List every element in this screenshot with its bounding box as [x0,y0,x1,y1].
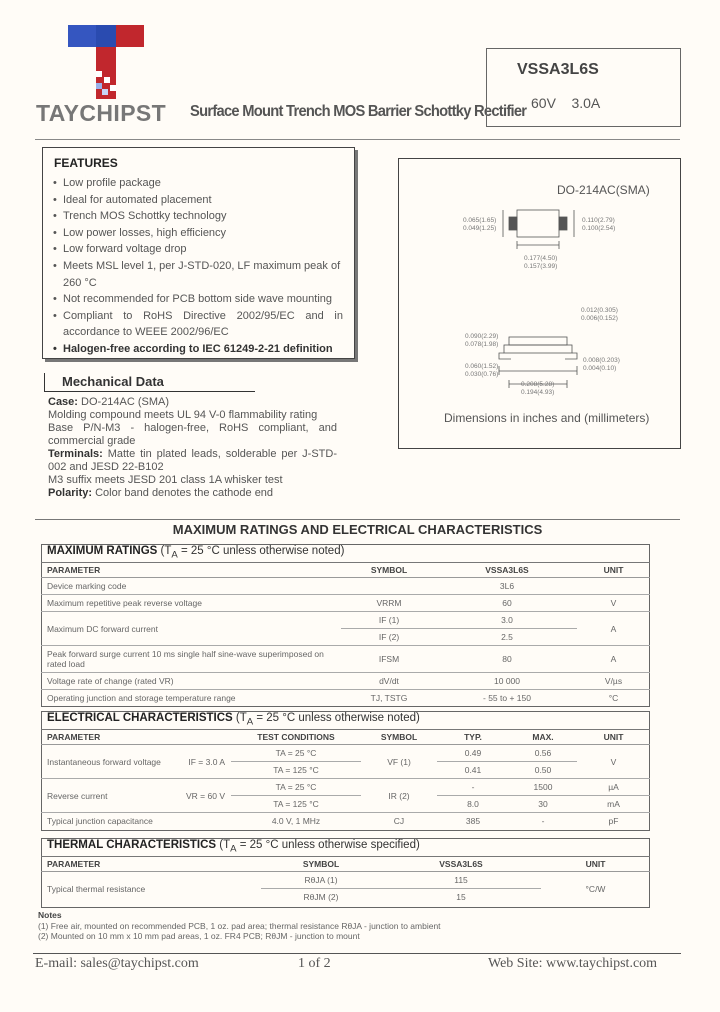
table-row: Typical junction capacitance 4.0 V, 1 MHz CJ 385 - pF [47,816,619,826]
mechanical-data-title: Mechanical Data [44,373,255,392]
table-row: Maximum DC forward current IF (1) 3.0 A [41,612,650,629]
dim-lead-length: 0.060(1.52) 0.030(0.76) [465,363,499,378]
dim-body-height: 0.090(2.29) 0.078(1.98) [465,333,499,348]
footer-email[interactable]: E-mail: sales@taychipst.com [35,956,199,971]
package-drawing-box [398,158,681,449]
base-text: Base P/N-M3 - halogen-free, RoHS compliant, and commercial grade [48,422,337,447]
terminals-value: Matte tin plated leads, solderable per J-STD-002 and JESD 22-B102 [48,448,337,473]
max-ratings-table: MAXIMUM RATINGS ($T_A = 25$ °C unless otherwise noted) PARAMETER SYMBOL VSSA3L6S UNIT Device marking code 3L6 Maximum repetitive peak reverse voltage VRRM 60 V Maximum DC forward current IF (1) 3.0 A IF (2) 2.5 Peak forward surge current 10 ms single half sine-wave superimposed on rated load IFSM 80 A Voltage rate of change (rated VR) dV/dt 10 000 V/µs Operating junction and storage temperature range TJ, TSTG - 55 to + 150 °C [41,544,650,706]
table-row: Maximum repetitive peak reverse voltage VRRM 60 V [41,595,650,612]
feature-item: • Low forward voltage drop [53,241,343,258]
feature-item: • Ideal for automated placement [53,192,343,209]
notes-title: Notes [38,910,62,920]
header-divider [35,139,680,140]
case-value: DO-214AC (SMA) [77,396,170,408]
dim-overall-length: 0.208(5.28) 0.194(4.93) [521,381,555,396]
package-title: DO-214AC(SMA) [557,183,650,197]
dim-lead-thickness: 0.012(0.305) 0.006(0.152) [581,307,618,322]
thermal-table: THERMAL CHARACTERISTICS ($T_A = 25$ °C unless otherwise specified) PARAMETER SYMBOL VSSA3L6S UNIT Typical thermal resistance RθJA (1) 115 °C/W RθJM (2) 15 [41,838,650,905]
terminals-label: Terminals: [48,448,103,460]
feature-item: • Meets MSL level 1, per J-STD-020, LF maximum peak of 260 °C [53,258,343,291]
dim-lead-width: 0.065(1.65) 0.049(1.25) [463,217,497,232]
product-title: Surface Mount Trench MOS Barrier Schottky Rectifier [190,103,527,120]
polarity-label: Polarity: [48,487,93,499]
mechanical-data-text [48,396,337,500]
package-outline-drawing [399,159,682,450]
dim-body-width: 0.110(2.79) 0.100(2.54) [582,217,616,232]
dim-body-length: 0.177(4.50) 0.157(3.99) [524,255,558,270]
dim-standoff: 0.008(0.203) 0.004(0.10) [583,357,620,372]
polarity-value: Color band denotes the cathode end [92,487,274,499]
footer-website[interactable]: Web Site: www.taychipst.com [488,956,658,971]
voltage-current-rating: 60V 3.0A [531,95,601,111]
feature-item: • Trench MOS Schottky technology [53,208,343,225]
electrical-table: ELECTRICAL CHARACTERISTICS ($T_A = 25$ °C unless otherwise noted) PARAMETER TEST CONDITIONS SYMBOL TYP. MAX. UNIT Instantaneous forward voltage IF = 3.0 A TA = 25 °C VF (1) 0.49 0.56 V TA = 125 °C 0.41 0.50 Reverse current VR = 60 V TA = 25 °C IR (2) - 1500 µA TA = 125 °C 8.0 30 mA Typical junction capacitance 4.0 V, 1 MHz CJ 385 - pF [41,711,650,829]
table-row: Typical thermal resistance RθJA (1) 115 °C/W [41,872,650,889]
feature-item: • Compliant to RoHS Directive 2002/95/EC and in accordance to WEEE 2002/96/EC [53,308,343,341]
taychipst-logo-icon [68,25,144,99]
part-number-box [486,48,681,127]
features-box [42,147,355,359]
table-row: Voltage rate of change (rated VR) dV/dt 10 000 V/µs [41,673,650,690]
table-row: Instantaneous forward voltage IF = 3.0 A TA = 25 °C VF (1) 0.49 0.56 V [41,745,650,762]
max-ratings-title: MAXIMUM RATINGS [47,545,158,558]
feature-item-halogen-free: • Halogen-free according to IEC 61249-2-21 definition [53,341,343,358]
table-row: Device marking code 3L6 [41,578,650,595]
electrical-title: ELECTRICAL CHARACTERISTICS [47,712,233,725]
m3-suffix-text: M3 suffix meets JESD 201 class 1A whisker test [48,474,283,486]
table-row: Peak forward surge current 10 ms single half sine-wave superimposed on rated load IFSM 80 A [41,646,650,673]
footer-divider [33,953,681,954]
table-row: Reverse current VR = 60 V TA = 25 °C IR (2) - 1500 µA [41,779,650,796]
note-1: (1) Free air, mounted on recommended PCB, 1 oz. pad area; thermal resistance RθJA - junction to ambient [38,920,441,931]
table-row: RθJM (2) 15 [303,892,466,902]
package-caption: Dimensions in inches and (millimeters) [444,411,650,425]
part-number: VSSA3L6S [517,61,599,78]
thermal-title: THERMAL CHARACTERISTICS [47,839,217,852]
note-2: (2) Mounted on 10 mm x 10 mm pad areas, 1 oz. FR4 PCB; RθJM - junction to mount [38,931,360,941]
features-list [53,175,343,358]
ratings-section-title: MAXIMUM RATINGS AND ELECTRICAL CHARACTERISTICS [35,519,680,537]
feature-item: • Low profile package [53,175,343,192]
table-row: Operating junction and storage temperature range TJ, TSTG - 55 to + 150 °C [47,693,619,703]
table-row: TA = 125 °C 8.0 30 mA [41,796,650,813]
features-title: FEATURES [54,156,118,170]
table-row: IF (2) 2.5 [41,629,650,646]
case-label: Case: [48,396,78,408]
brand-name: TAYCHIPST [36,100,167,126]
page-number: 1 of 2 [298,956,331,971]
feature-item: • Not recommended for PCB bottom side wave mounting [53,291,343,308]
table-row: TA = 125 °C 0.41 0.50 [41,762,650,779]
company-logo [68,25,144,99]
feature-item: • Low power losses, high efficiency [53,225,343,242]
molding-text: Molding compound meets UL 94 V-0 flammability rating [48,409,318,421]
notes [38,910,678,942]
